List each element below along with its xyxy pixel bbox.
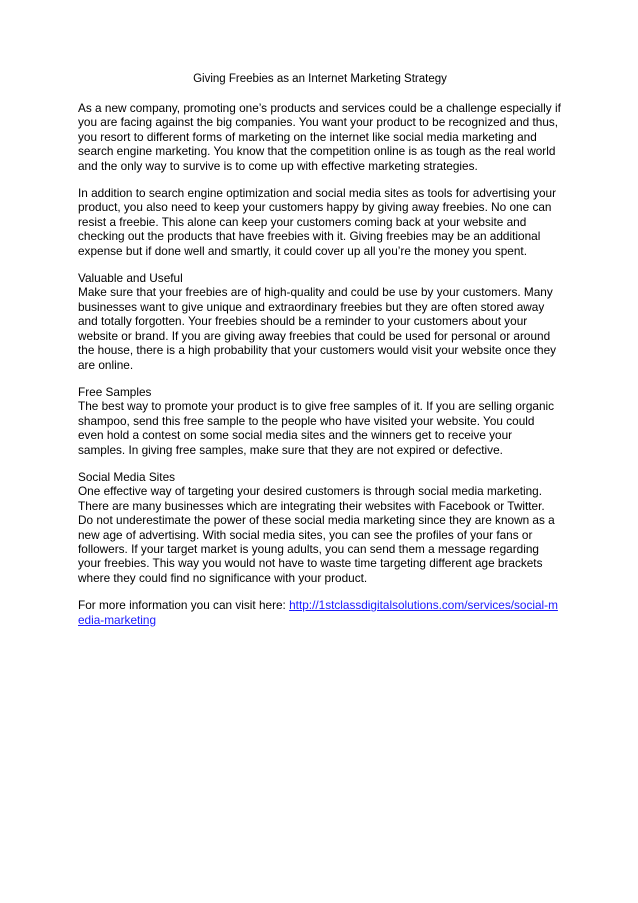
document-page [78, 72, 562, 627]
freebies-paragraph: In addition to search engine optimization and social media sites as tools for advertising your product, you also need to keep your customers happy by giving away freebies. No one can resist a freebie. This alone can keep your customers coming back at your website and checking out the products that have freebies with it. Giving freebies may be an additional expense but if done well and smartly, it could cover up all you’re the money you spent. [78, 186, 557, 258]
section-heading-free-samples: Free Samples [78, 384, 152, 399]
section-body-social-media: One effective way of targeting your desired customers is through social media marketing. There are many businesses which are integrating their websites with Facebook or Twitter. Do not underestimate the power of these social media marketing since they are known as a new age of advertising. With social media sites, you can see the profiles of your fans or followers. If your target market is young adults, you can send them a message regarding your freebies. This way you would not have to waste time targeting different age brackets where they could find no significance with your product. [78, 484, 555, 585]
footer-text: For more information you can visit here: [78, 598, 290, 613]
section-body-valuable: Make sure that your freebies are of high-quality and could be use by your customers. Many businesses want to give unique and extraordinary freebies but they are often stored away and totally forgotten. Your freebies should be a reminder to your customers about your website or brand. If you are giving away freebies that could be used for personal or around the house, there is a high probability that your customers would visit your website once they are online. [78, 285, 557, 372]
more-info-link[interactable]: http://1stclassdigitalsolutions.com/services/social-media-marketing [78, 598, 558, 627]
section-heading-social-media: Social Media Sites [78, 469, 176, 484]
section-body-free-samples: The best way to promote your product is to give free samples of it. If you are selling organic shampoo, send this free sample to the people who have visited your website. You could even hold a contest on some social media sites and the winners get to receive your samples. In giving free samples, make sure that they are not expired or defective. [78, 399, 555, 457]
section-heading-valuable: Valuable and Useful [78, 271, 183, 286]
intro-paragraph: As a new company, promoting one’s products and services could be a challenge especially if you are facing against the big companies. You want your product to be recognized and thus, you resort to different forms of marketing on the internet like social media marketing and search engine marketing. You know that the competition online is as tough as the real world and the only way to survive is to come up with effective marketing strategies. [78, 101, 561, 173]
footer-paragraph [78, 598, 562, 627]
document-title: Giving Freebies as an Internet Marketing Strategy [193, 73, 447, 85]
